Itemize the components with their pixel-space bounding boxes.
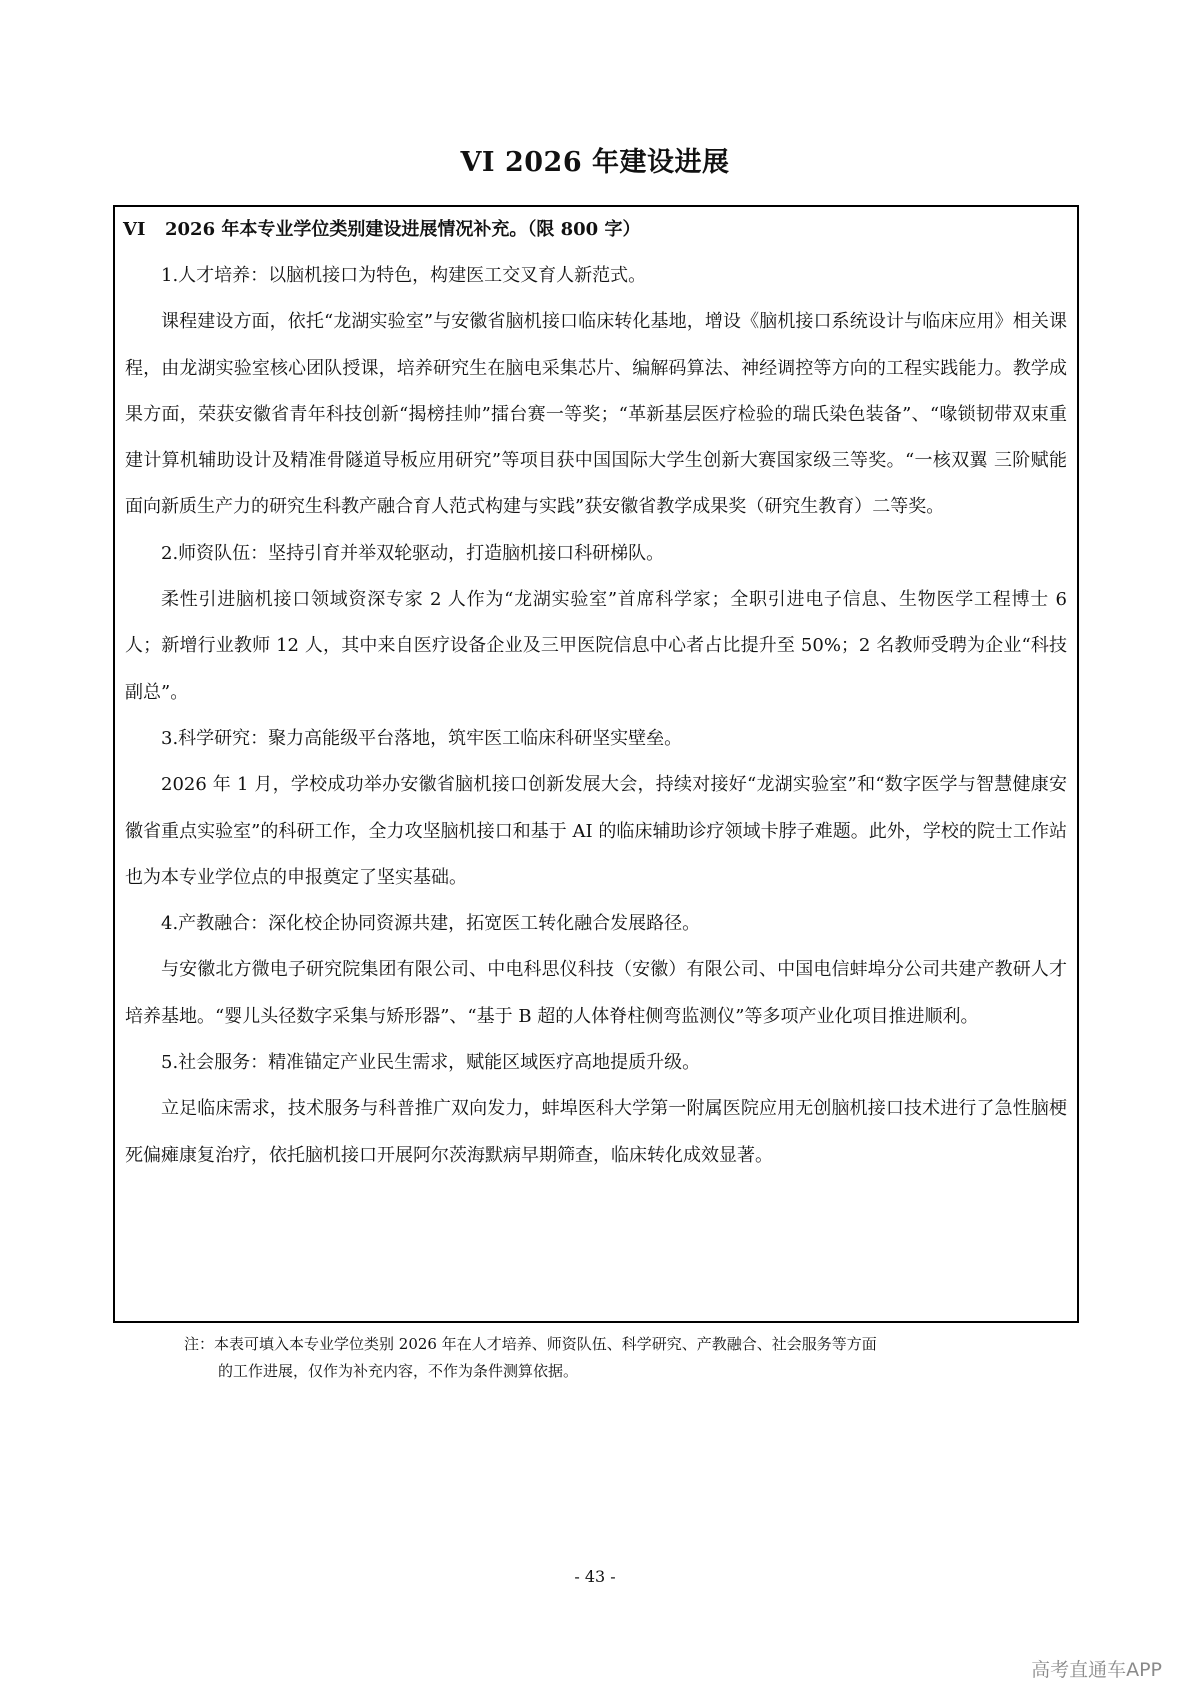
paragraph-talent-heading: 1.人才培养：以脑机接口为特色，构建医工交叉育人新范式。: [161, 265, 647, 286]
paragraph-research-body: 2026 年 1 月，学校成功举办安徽省脑机接口创新发展大会，持续对接好“龙湖实验室”和“数字医学与智慧健康安徽省重点实验室”的科研工作，全力攻坚脑机接口和基于 AI 的临床辅助诊疗领域卡脖子难题。此外，学校的院士工作站也为本专业学位点的申报奠定了坚实基础。: [125, 774, 1067, 888]
progress-table-box: [113, 205, 1079, 1323]
watermark: 高考直通车APP: [1031, 1659, 1162, 1681]
paragraph-talent-body: 课程建设方面，依托“龙湖实验室”与安徽省脑机接口临床转化基地，增设《脑机接口系统设计与临床应用》相关课程，由龙湖实验室核心团队授课，培养研究生在脑电采集芯片、编解码算法、神经调控等方向的工程实践能力。教学成果方面，荣获安徽省青年科技创新“揭榜挂帅”擂台赛一等奖；“革新基层医疗检验的瑞氏染色装备”、“喙锁韧带双束重建计算机辅助设计及精准骨隧道导板应用研究”等项目获中国国际大学生创新大赛国家级三等奖。“一核双翼 三阶赋能 面向新质生产力的研究生科教产融合育人范式构建与实践”获安徽省教学成果奖（研究生教育）二等奖。: [125, 311, 1067, 518]
note-line-2: 的工作进展，仅作为补充内容，不作为条件测算依据。: [218, 1362, 579, 1380]
note-line-1: 注：本表可填入本专业学位类别 2026 年在人才培养、师资队伍、科学研究、产教融合、社会服务等方面: [184, 1335, 877, 1353]
paragraph-industry-heading: 4.产教融合：深化校企协同资源共建，拓宽医工转化融合发展路径。: [161, 913, 701, 935]
paragraph-service-body: 立足临床需求，技术服务与科普推广双向发力，蚌埠医科大学第一附属医院应用无创脑机接口技术进行了急性脑梗死偏瘫康复治疗，依托脑机接口开展阿尔茨海默病早期筛查，临床转化成效显著。: [125, 1098, 1067, 1166]
table-note: [184, 1331, 1044, 1385]
paragraph-industry-body: 与安徽北方微电子研究院集团有限公司、中电科思仪科技（安徽）有限公司、中国电信蚌埠分公司共建产教研人才培养基地。“婴儿头径数字采集与矫形器”、“基于 B 超的人体脊柱侧弯监测仪”等多项产业化项目推进顺利。: [125, 959, 1067, 1027]
paragraph-faculty-heading: 2.师资队伍：坚持引育并举双轮驱动，打造脑机接口科研梯队。: [161, 542, 665, 564]
paragraph-research-heading: 3.科学研究：聚力高能级平台落地，筑牢医工临床科研坚实壁垒。: [161, 727, 683, 749]
section-heading: 2026 年本专业学位类别建设进展情况补充。（限 800 字）: [165, 219, 641, 240]
body-text: [125, 253, 1067, 1179]
page-title: VI 2026 年建设进展: [460, 147, 730, 178]
page-number: - 43 -: [574, 1567, 616, 1586]
table-header: [123, 215, 640, 241]
paragraph-faculty-body: 柔性引进脑机接口领域资深专家 2 人作为“龙湖实验室”首席科学家；全职引进电子信息、生物医学工程博士 6 人；新增行业教师 12 人，其中来自医疗设备企业及三甲医院信息中心者占比提升至 50%；2 名教师受聘为企业“科技副总”。: [125, 589, 1067, 703]
paragraph-service-heading: 5.社会服务：精准锚定产业民生需求，赋能区域医疗高地提质升级。: [161, 1052, 701, 1074]
section-number: VI: [123, 219, 146, 240]
